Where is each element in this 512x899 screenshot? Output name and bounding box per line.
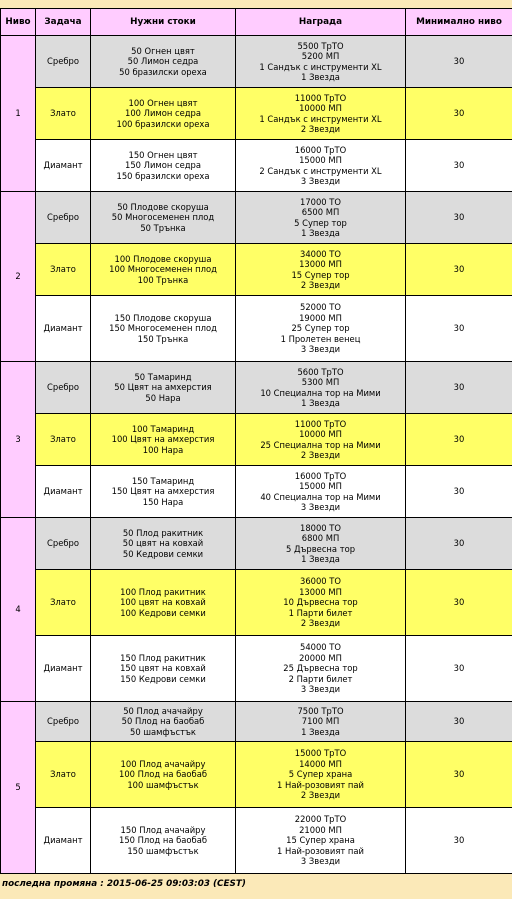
reward-line: 2 Сандък с инструменти XL: [259, 165, 382, 176]
reward-cell: [236, 742, 406, 808]
table-body: [1, 36, 512, 874]
reward-cell: [236, 296, 406, 362]
reward-line: 3 Звезди: [300, 856, 341, 867]
reward-line: 2 Парти билет: [288, 673, 353, 684]
table-row: [1, 192, 512, 244]
table-row: [1, 88, 512, 140]
goods-line: 50 цвят на ковхай: [122, 538, 204, 549]
goods-cell: [91, 702, 236, 742]
table-row: [1, 362, 512, 414]
goods-cell: [91, 88, 236, 140]
reward-line: 40 Специална тор на Мими: [260, 491, 381, 502]
goods-line: 50 Плод на баобаб: [121, 716, 205, 727]
reward-line: 15000 ТрТО: [294, 748, 347, 759]
reward-cell: [236, 192, 406, 244]
reward-line: 2 Звезди: [300, 123, 341, 134]
min-level-cell: 30: [406, 570, 512, 636]
reward-line: 1 Звезда: [301, 71, 340, 82]
table-row: [1, 140, 512, 192]
reward-line: 18000 ТО: [299, 522, 341, 533]
reward-line: 14000 МП: [299, 758, 342, 769]
goods-cell: [91, 808, 236, 874]
reward-line: 11000 ТрТО: [294, 92, 347, 103]
goods-line: 50 Тамаринд: [134, 371, 192, 382]
goods-line: 50 Кедрови семки: [122, 548, 204, 559]
min-level-cell: 30: [406, 414, 512, 466]
goods-line: 50 Плодове скоруша: [117, 201, 209, 212]
table-row: [1, 36, 512, 88]
goods-line: 100 Многосеменен плод: [109, 264, 217, 275]
task-cell: Злато: [36, 570, 91, 636]
goods-line: 150 Цвят на амхерстия: [111, 486, 215, 497]
header-reward: Награда: [236, 9, 406, 36]
reward-line: 1 Сандък с инструменти XL: [259, 113, 382, 124]
reward-line: 6800 МП: [301, 533, 340, 544]
reward-line: 1 Звезда: [301, 227, 340, 238]
goods-line: 100 цвят на ковхай: [120, 597, 206, 608]
task-cell: Сребро: [36, 36, 91, 88]
table-row: [1, 466, 512, 518]
table-row: [1, 702, 512, 742]
reward-line: 19000 МП: [299, 312, 342, 323]
min-level-cell: 30: [406, 702, 512, 742]
reward-line: 10 Специална тор на Мими: [260, 387, 381, 398]
goods-line: 100 шамфъстък: [127, 779, 199, 790]
task-cell: Сребро: [36, 518, 91, 570]
reward-line: 6500 МП: [301, 207, 340, 218]
reward-line: 7500 ТрТО: [297, 705, 344, 716]
level-cell: 2: [1, 192, 36, 362]
goods-line: 100 Цвят на амхерстия: [111, 434, 215, 445]
reward-line: 3 Звезди: [300, 501, 341, 512]
reward-cell: [236, 244, 406, 296]
goods-line: 100 Тамаринд: [131, 423, 195, 434]
task-cell: Злато: [36, 244, 91, 296]
level-cell: 5: [1, 702, 36, 874]
reward-cell: [236, 466, 406, 518]
table-row: [1, 742, 512, 808]
task-cell: Диамант: [36, 808, 91, 874]
goods-line: 50 Плод ачачайру: [123, 705, 203, 716]
reward-line: 3 Звезди: [300, 344, 341, 355]
goods-line: 100 Плод ачачайру: [120, 758, 206, 769]
goods-line: 150 Многосеменен плод: [109, 323, 217, 334]
reward-cell: [236, 570, 406, 636]
reward-line: 20000 МП: [299, 652, 342, 663]
goods-line: 150 Плод ракитник: [120, 652, 206, 663]
reward-line: 17000 ТО: [299, 196, 341, 207]
goods-line: 150 Кедрови семки: [120, 673, 206, 684]
level-cell: 3: [1, 362, 36, 518]
table-row: [1, 570, 512, 636]
goods-line: 100 Нара: [142, 444, 184, 455]
reward-line: 21000 МП: [299, 824, 342, 835]
reward-cell: [236, 414, 406, 466]
reward-line: 34000 ТО: [299, 248, 341, 259]
goods-cell: [91, 244, 236, 296]
goods-line: 50 Плод ракитник: [122, 527, 204, 538]
reward-line: 1 Сандък с инструменти XL: [259, 61, 382, 72]
quest-table: [0, 8, 512, 874]
task-cell: Диамант: [36, 636, 91, 702]
min-level-cell: 30: [406, 466, 512, 518]
goods-line: 150 Плод ачачайру: [120, 824, 206, 835]
reward-line: 15 Супер храна: [286, 835, 355, 846]
reward-line: 2 Звезди: [300, 790, 341, 801]
goods-cell: [91, 192, 236, 244]
goods-line: 150 цвят на ковхай: [120, 663, 206, 674]
goods-cell: [91, 636, 236, 702]
table-row: [1, 244, 512, 296]
reward-line: 10 Дървесна тор: [283, 597, 358, 608]
goods-line: 100 бразилски ореха: [116, 118, 210, 129]
level-cell: 1: [1, 36, 36, 192]
goods-line: 150 шамфъстък: [127, 845, 199, 856]
goods-cell: [91, 362, 236, 414]
goods-cell: [91, 414, 236, 466]
reward-cell: [236, 88, 406, 140]
reward-line: 16000 ТрТО: [294, 144, 347, 155]
task-cell: Диамант: [36, 140, 91, 192]
table-row: [1, 808, 512, 874]
reward-cell: [236, 808, 406, 874]
reward-cell: [236, 702, 406, 742]
reward-line: 25 Супер тор: [291, 323, 350, 334]
reward-line: 1 Звезда: [301, 397, 340, 408]
goods-cell: [91, 570, 236, 636]
goods-cell: [91, 140, 236, 192]
task-cell: Злато: [36, 414, 91, 466]
reward-line: 54000 ТО: [299, 642, 341, 653]
reward-line: 11000 ТрТО: [294, 418, 347, 429]
header-min-level: Минимално ниво: [406, 9, 512, 36]
min-level-cell: 30: [406, 140, 512, 192]
min-level-cell: 30: [406, 636, 512, 702]
min-level-cell: 30: [406, 244, 512, 296]
goods-line: 150 Трънка: [137, 333, 189, 344]
header-goods: Нужни стоки: [91, 9, 236, 36]
reward-line: 13000 МП: [299, 586, 342, 597]
task-cell: Злато: [36, 742, 91, 808]
goods-line: 100 Плод ракитник: [120, 586, 206, 597]
goods-line: 100 Кедрови семки: [120, 607, 206, 618]
goods-line: 150 Нара: [142, 496, 184, 507]
goods-cell: [91, 296, 236, 362]
reward-line: 13000 МП: [299, 259, 342, 270]
goods-line: 50 Нара: [145, 392, 181, 403]
goods-line: 150 Тамаринд: [131, 475, 195, 486]
min-level-cell: 30: [406, 808, 512, 874]
header-level: Ниво: [1, 9, 36, 36]
task-cell: Диамант: [36, 296, 91, 362]
task-cell: Сребро: [36, 362, 91, 414]
reward-line: 2 Звезди: [300, 279, 341, 290]
header-row: [1, 9, 512, 36]
reward-cell: [236, 362, 406, 414]
reward-line: 52000 ТО: [299, 302, 341, 313]
goods-cell: [91, 518, 236, 570]
reward-line: 36000 ТО: [299, 576, 341, 587]
reward-line: 2 Звезди: [300, 449, 341, 460]
goods-line: 50 шамфъстък: [130, 726, 196, 737]
last-modified: последна промяна : 2015-06-25 09:03:03 (CEST): [2, 879, 246, 889]
reward-line: 10000 МП: [299, 103, 342, 114]
min-level-cell: 30: [406, 742, 512, 808]
min-level-cell: 30: [406, 362, 512, 414]
header-task: Задача: [36, 9, 91, 36]
reward-line: 5 Супер тор: [294, 217, 347, 228]
reward-cell: [236, 636, 406, 702]
reward-line: 5600 ТрТО: [297, 366, 344, 377]
table-row: [1, 414, 512, 466]
table-row: [1, 296, 512, 362]
reward-line: 5 Супер храна: [288, 769, 353, 780]
reward-line: 1 Парти билет: [288, 607, 353, 618]
goods-line: 150 Огнен цвят: [128, 149, 198, 160]
reward-line: 7100 МП: [301, 716, 340, 727]
goods-line: 50 Многосеменен плод: [111, 212, 215, 223]
level-cell: 4: [1, 518, 36, 702]
reward-cell: [236, 36, 406, 88]
min-level-cell: 30: [406, 518, 512, 570]
reward-line: 1 Пролетен венец: [280, 333, 361, 344]
reward-line: 15 Супер тор: [291, 269, 350, 280]
goods-line: 50 Лимон седра: [127, 56, 199, 67]
reward-line: 1 Най-розовият пай: [277, 845, 364, 856]
reward-line: 25 Специална тор на Мими: [260, 439, 381, 450]
task-cell: Диамант: [36, 466, 91, 518]
reward-line: 5500 ТрТО: [297, 40, 344, 51]
reward-line: 22000 ТрТО: [294, 814, 347, 825]
reward-line: 5 Дървесна тор: [285, 543, 356, 554]
goods-line: 100 Лимон седра: [125, 108, 201, 119]
goods-line: 50 Трънка: [140, 222, 186, 233]
reward-cell: [236, 518, 406, 570]
goods-line: 100 Огнен цвят: [128, 97, 198, 108]
min-level-cell: 30: [406, 192, 512, 244]
reward-line: 15000 МП: [299, 481, 342, 492]
goods-cell: [91, 36, 236, 88]
reward-line: 5200 МП: [301, 51, 340, 62]
reward-line: 25 Дървесна тор: [283, 663, 358, 674]
goods-line: 50 Огнен цвят: [131, 45, 195, 56]
goods-line: 150 Лимон седра: [125, 160, 201, 171]
goods-line: 150 бразилски ореха: [116, 170, 210, 181]
goods-line: 50 Цвят на амхерстия: [114, 382, 212, 393]
min-level-cell: 30: [406, 36, 512, 88]
reward-line: 5300 МП: [301, 377, 340, 388]
goods-line: 100 Плодове скоруша: [114, 253, 212, 264]
reward-line: 10000 МП: [299, 429, 342, 440]
min-level-cell: 30: [406, 88, 512, 140]
reward-line: 1 Звезда: [301, 553, 340, 564]
reward-line: 3 Звезди: [300, 684, 341, 695]
reward-line: 16000 ТрТО: [294, 470, 347, 481]
goods-line: 50 бразилски ореха: [119, 66, 207, 77]
reward-line: 15000 МП: [299, 155, 342, 166]
task-cell: Злато: [36, 88, 91, 140]
goods-line: 150 Плод на баобаб: [118, 835, 208, 846]
reward-cell: [236, 140, 406, 192]
table-row: [1, 636, 512, 702]
table-row: [1, 518, 512, 570]
min-level-cell: 30: [406, 296, 512, 362]
task-cell: Сребро: [36, 192, 91, 244]
goods-cell: [91, 466, 236, 518]
goods-line: 150 Плодове скоруша: [114, 312, 212, 323]
goods-line: 100 Трънка: [137, 274, 189, 285]
goods-line: 100 Плод на баобаб: [118, 769, 208, 780]
reward-line: 3 Звезди: [300, 175, 341, 186]
reward-line: 1 Най-розовият пай: [277, 779, 364, 790]
task-cell: Сребро: [36, 702, 91, 742]
goods-cell: [91, 742, 236, 808]
reward-line: 2 Звезди: [300, 618, 341, 629]
reward-line: 1 Звезда: [301, 726, 340, 737]
